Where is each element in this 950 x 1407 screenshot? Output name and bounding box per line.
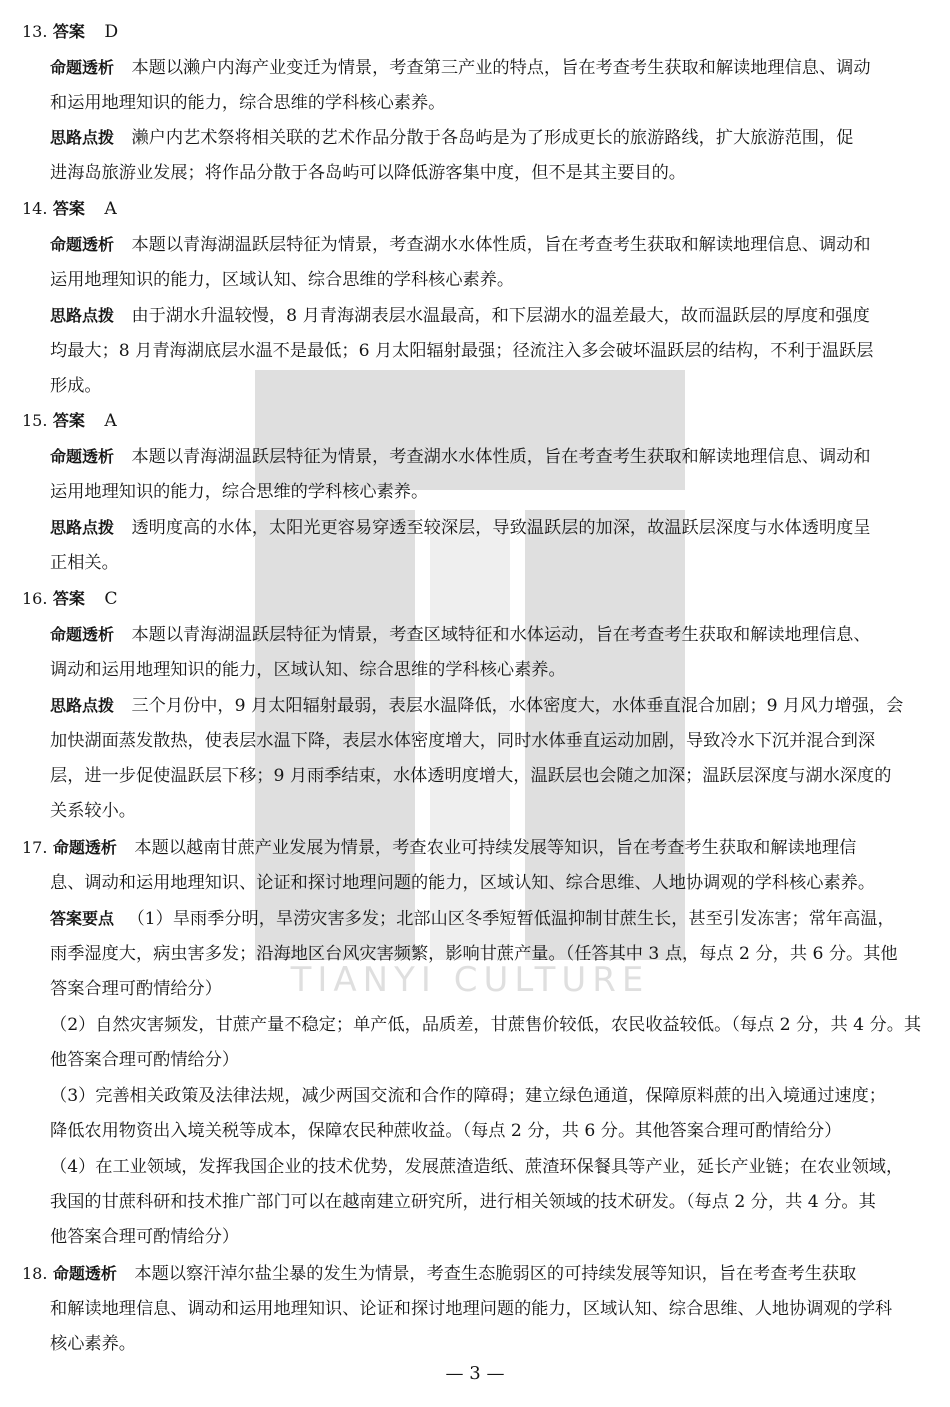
q16-answer-line	[22, 589, 118, 609]
mingti-label: 命题透析	[50, 447, 115, 466]
q13-answer-line	[22, 22, 118, 42]
answer-value: C	[104, 589, 118, 609]
question-number: 15.	[22, 411, 48, 430]
q17-p4-line2: 我国的甘蔗科研和技术推广部门可以在越南建立研究所，进行相关领域的技术研发。（每点 2 分，共 4 分。其	[50, 1192, 876, 1212]
q14-silu-line3: 形成。	[50, 376, 102, 396]
question-number: 16.	[22, 589, 48, 608]
answer-value: D	[104, 22, 119, 42]
answer-label: 答案	[52, 22, 85, 41]
q14-silu-line2: 均最大；8 月青海湖底层水温不是最低；6 月太阳辐射最强；径流注入多会破坏温跃层的结构，不利于温跃层	[50, 341, 874, 361]
q16-silu-line3: 层，进一步促使温跃层下移；9 月雨季结束，水体透明度增大，温跃层也会随之加深；温跃层深度与湖水深度的	[50, 766, 892, 786]
mingti-label: 命题透析	[50, 625, 115, 644]
watermark-text: TIANYI CULTURE	[290, 960, 650, 1000]
question-number: 18.	[22, 1264, 48, 1283]
q17-yaodian-line1	[50, 909, 895, 929]
answer-label: 答案	[52, 589, 85, 608]
q16-mingti-line1	[50, 625, 871, 645]
q15-mingti-text1: 本题以青海湖温跃层特征为情景，考查湖水水体性质，旨在考查考生获取和解读地理信息、调动和	[131, 447, 871, 467]
q17-mingti-line1	[22, 838, 856, 858]
q13-mingti-line2: 和运用地理知识的能力，综合思维的学科核心素养。	[50, 93, 446, 113]
answer-label: 答案	[52, 411, 85, 430]
q16-silu-text1: 三个月份中，9 月太阳辐射最弱，表层水温降低，水体密度大，水体垂直混合加剧；9 月风力增强，会	[131, 696, 904, 716]
q14-mingti-line1	[50, 235, 871, 255]
q14-mingti-line2: 运用地理知识的能力，区域认知、综合思维的学科核心素养。	[50, 270, 515, 290]
q17-p2-line2: 他答案合理可酌情给分）	[50, 1050, 240, 1070]
q13-mingti-text1: 本题以濑户内海产业变迁为情景，考查第三产业的特点，旨在考查考生获取和解读地理信息、调动	[131, 58, 871, 78]
q15-silu-text1: 透明度高的水体，太阳光更容易穿透至较深层，导致温跃层的加深，故温跃层深度与水体透明度呈	[131, 518, 871, 538]
q17-mingti-line2: 息、调动和运用地理知识、论证和探讨地理问题的能力，区域认知、综合思维、人地协调观的学科核心素养。	[50, 873, 876, 893]
silu-label: 思路点拨	[50, 518, 115, 537]
answer-value: A	[104, 411, 117, 431]
q15-mingti-line1	[50, 447, 871, 467]
q17-p2-line1: （2）自然灾害频发，甘蔗产量不稳定；单产低，品质差，甘蔗售价较低，农民收益较低。（每点 2 分，共 4 分。其	[50, 1015, 922, 1035]
q15-mingti-line2: 运用地理知识的能力，综合思维的学科核心素养。	[50, 482, 429, 502]
q17-p4-line3: 他答案合理可酌情给分）	[50, 1227, 240, 1247]
q18-mingti-line1	[22, 1264, 856, 1284]
q18-mingti-line2: 和解读地理信息、调动和运用地理知识、论证和探讨地理问题的能力，区域认知、综合思维、人地协调观的学科	[50, 1299, 893, 1319]
q14-mingti-text1: 本题以青海湖温跃层特征为情景，考查湖水水体性质，旨在考查考生获取和解读地理信息、调动和	[131, 235, 871, 255]
q17-p3-line2: 降低农用物资出入境关税等成本，保障农民种蔗收益。（每点 2 分，共 6 分。其他答案合理可酌情给分）	[50, 1121, 842, 1141]
q18-mingti-text1: 本题以察汗淖尔盐尘暴的发生为情景，考查生态脆弱区的可持续发展等知识，旨在考查考生获取	[134, 1264, 857, 1284]
mingti-label: 命题透析	[50, 58, 115, 77]
silu-label: 思路点拨	[50, 128, 115, 147]
q16-mingti-text1: 本题以青海湖温跃层特征为情景，考查区域特征和水体运动，旨在考查考生获取和解读地理信息、	[131, 625, 871, 645]
q16-silu-line2: 加快湖面蒸发散热，使表层水温下降，表层水体密度增大，同时水体垂直运动加剧，导致冷水下沉并混合到深	[50, 731, 876, 751]
q16-mingti-line2: 调动和运用地理知识的能力，区域认知、综合思维的学科核心素养。	[50, 660, 566, 680]
q14-silu-line1	[50, 306, 870, 326]
page-number: — 3 —	[445, 1363, 505, 1384]
q17-p1-text1: （1）旱雨季分明，旱涝灾害多发；北部山区冬季短暂低温抑制甘蔗生长，甚至引发冻害；常年高温，	[127, 909, 895, 929]
q17-mingti-text1: 本题以越南甘蔗产业发展为情景，考查农业可持续发展等知识，旨在考查考生获取和解读地理信	[134, 838, 857, 858]
silu-label: 思路点拨	[50, 696, 115, 715]
silu-label: 思路点拨	[50, 306, 115, 325]
q13-silu-line1	[50, 128, 853, 148]
mingti-label: 命题透析	[52, 838, 117, 857]
q13-mingti-line1	[50, 58, 928, 78]
q18-mingti-line3: 核心素养。	[50, 1334, 136, 1354]
q17-p3-line1: （3）完善相关政策及法律法规，减少两国交流和合作的障碍；建立绿色通道，保障原料蔗的出入境通过速度；	[50, 1086, 886, 1106]
q15-silu-line2: 正相关。	[50, 553, 119, 573]
answer-label: 答案	[52, 199, 85, 218]
q14-silu-text1: 由于湖水升温较慢，8 月青海湖表层水温最高，和下层湖水的温差最大，故而温跃层的厚度和强度	[131, 306, 870, 326]
daan-yaodian-label: 答案要点	[50, 909, 115, 928]
q17-p1-line2: 雨季湿度大，病虫害多发；沿海地区台风灾害频繁，影响甘蔗产量。（任答其中 3 点，每点 2 分，共 6 分。其他	[50, 944, 898, 964]
mingti-label: 命题透析	[52, 1264, 117, 1283]
q16-silu-line4: 关系较小。	[50, 801, 136, 821]
q14-answer-line	[22, 199, 117, 219]
q13-silu-line2: 进海岛旅游业发展；将作品分散于各岛屿可以降低游客集中度，但不是其主要目的。	[50, 163, 686, 183]
question-number: 14.	[22, 199, 48, 218]
q13-silu-text1: 濑户内艺术祭将相关联的艺术作品分散于各岛屿是为了形成更长的旅游路线，扩大旅游范围，促	[131, 128, 854, 148]
answer-value: A	[104, 199, 117, 219]
q17-p1-line3: 答案合理可酌情给分）	[50, 979, 222, 999]
q15-silu-line1	[50, 518, 871, 538]
question-number: 17.	[22, 838, 48, 857]
mingti-label: 命题透析	[50, 235, 115, 254]
q16-silu-line1	[50, 696, 903, 716]
question-number: 13.	[22, 22, 48, 41]
q17-p4-line1: （4）在工业领域，发挥我国企业的技术优势，发展蔗渣造纸、蔗渣环保餐具等产业，延长产业链；在农业领域，	[50, 1157, 904, 1177]
q15-answer-line	[22, 411, 117, 431]
